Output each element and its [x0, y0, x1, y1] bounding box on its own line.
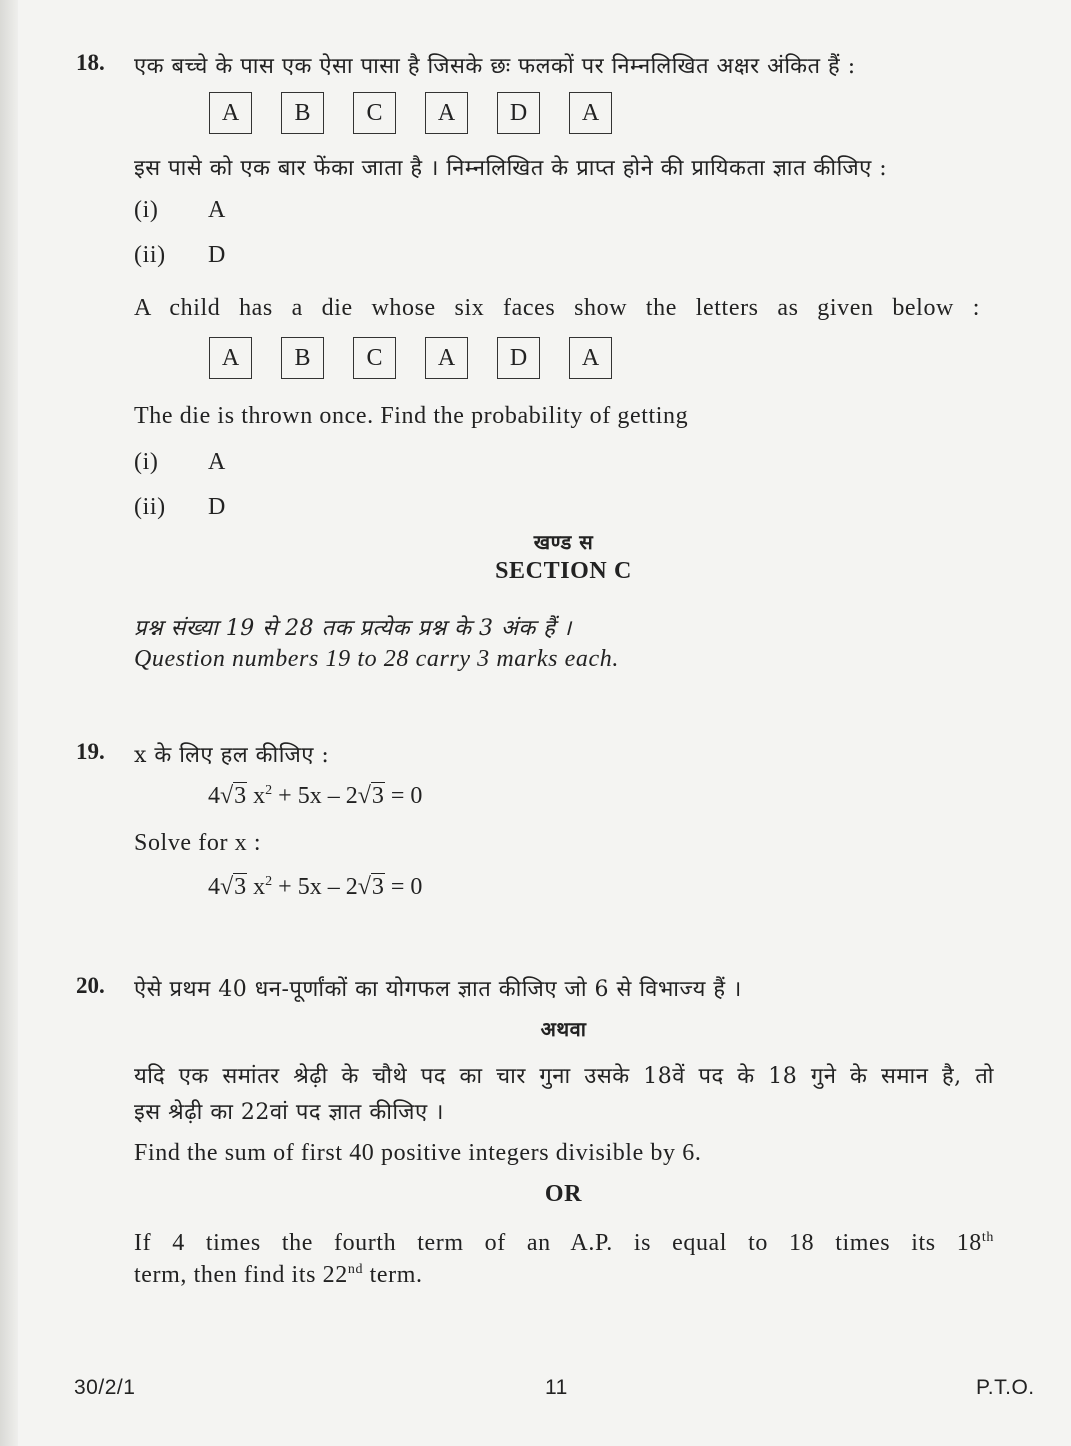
equation-hindi — [208, 783, 422, 810]
alt-text: term. — [363, 1262, 423, 1288]
die-face: C — [353, 337, 396, 379]
part-label: (i) — [134, 449, 159, 475]
die-faces-hindi — [209, 92, 612, 134]
part-value: A — [208, 449, 226, 475]
question-20-english-main: Find the sum of first 40 positive integers divisible by 6. — [134, 1140, 702, 1166]
part-label: (i) — [134, 197, 159, 223]
page-edge — [0, 0, 18, 1446]
part-value: A — [208, 197, 226, 223]
equation-english — [208, 874, 422, 901]
part-label: (ii) — [134, 494, 166, 520]
die-face: D — [497, 92, 540, 134]
part-value: D — [208, 494, 226, 520]
eq-coef: 4 — [208, 783, 220, 809]
question-20-english-alt-line2 — [134, 1262, 423, 1289]
eq-var: x — [253, 874, 266, 900]
eq-root: 3 — [371, 874, 384, 900]
eq-root: 3 — [371, 783, 384, 809]
question-18-hindi-intro: एक बच्चे के पास एक ऐसा पासा है जिसके छः फलकों पर निम्नलिखित अक्षर अंकित हैं : — [134, 54, 856, 79]
die-face: A — [425, 337, 468, 379]
footer-code: 30/2/1 — [74, 1376, 136, 1399]
question-20-english-alt-line1 — [134, 1230, 994, 1257]
die-face: A — [569, 337, 612, 379]
question-20-hindi-or: अथवा — [540, 1017, 587, 1041]
question-18-hindi-question: इस पासे को एक बार फेंका जाता है । निम्नलिखित के प्राप्त होने की प्रायिकता ज्ञात कीजिए : — [134, 156, 888, 181]
die-faces-english — [209, 337, 612, 379]
question-18-english-intro: A child has a die whose six faces show the letters as given below : — [134, 295, 980, 321]
footer-pto: P.T.O. — [976, 1376, 1035, 1399]
ordinal-suffix: th — [981, 1230, 994, 1245]
section-title: SECTION C — [495, 558, 632, 584]
question-20-hindi-main: ऐसे प्रथम 40 धन-पूर्णांकों का योगफल ज्ञात कीजिए जो 6 से विभाज्य हैं । — [134, 977, 742, 1002]
sqrt-symbol: √3 — [220, 783, 247, 809]
question-20-hindi-alt-line1: यदि एक समांतर श्रेढ़ी के चौथे पद का चार गुना उसके 18वें पद के 18 गुने के समान है, तो — [134, 1064, 994, 1089]
footer-page-number: 11 — [545, 1376, 568, 1399]
question-19-english-prompt: Solve for x : — [134, 830, 262, 856]
eq-exp: 2 — [265, 874, 273, 889]
section-note: Question numbers 19 to 28 carry 3 marks each. — [134, 646, 619, 672]
die-face: A — [209, 337, 252, 379]
question-20-number: 20. — [76, 973, 105, 998]
die-face: B — [281, 337, 324, 379]
question-19-number: 19. — [76, 739, 105, 764]
section-hindi-note: प्रश्न संख्या 19 से 28 तक प्रत्येक प्रश्न के 3 अंक हैं । — [134, 616, 572, 641]
eq-root: 3 — [234, 783, 247, 809]
sqrt-symbol: √3 — [220, 874, 247, 900]
sqrt-symbol: √3 — [357, 783, 384, 809]
die-face: C — [353, 92, 396, 134]
die-face: A — [209, 92, 252, 134]
question-19-hindi-prompt: x के लिए हल कीजिए : — [134, 743, 330, 768]
eq-rhs: = 0 — [390, 783, 423, 809]
eq-rhs: = 0 — [390, 874, 423, 900]
eq-var: x — [253, 783, 266, 809]
question-20-english-or: OR — [544, 1181, 583, 1207]
eq-exp: 2 — [265, 783, 273, 798]
alt-text: term, then find its 22 — [134, 1262, 348, 1288]
eq-coef: 4 — [208, 874, 220, 900]
eq-root: 3 — [234, 874, 247, 900]
question-18-english-question: The die is thrown once. Find the probability of getting — [134, 403, 689, 429]
question-20-hindi-alt-line2: इस श्रेढ़ी का 22वां पद ज्ञात कीजिए । — [134, 1100, 444, 1125]
eq-mid: + 5x – 2 — [278, 874, 358, 900]
sqrt-symbol: √3 — [357, 874, 384, 900]
ordinal-suffix: nd — [347, 1262, 364, 1277]
question-18-number: 18. — [76, 50, 105, 75]
part-label: (ii) — [134, 242, 166, 268]
part-value: D — [208, 242, 226, 268]
alt-text: If 4 times the fourth term of an A.P. is equal to 18 times its 18 — [134, 1230, 982, 1256]
section-hindi-title: खण्ड स — [533, 530, 594, 554]
die-face: A — [569, 92, 612, 134]
die-face: D — [497, 337, 540, 379]
die-face: B — [281, 92, 324, 134]
die-face: A — [425, 92, 468, 134]
eq-mid: + 5x – 2 — [278, 783, 358, 809]
